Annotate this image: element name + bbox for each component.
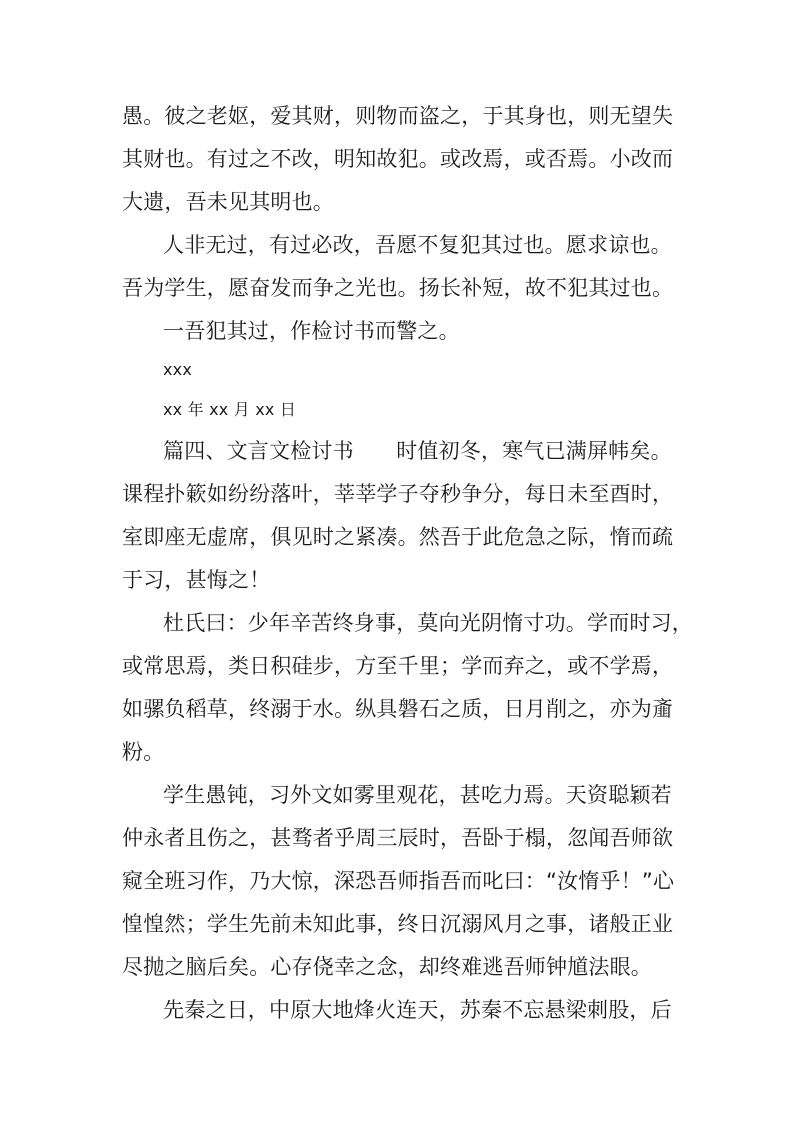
text-line: 杜氏曰：少年辛苦终身事，莫向光阴惰寸功。学而时习， — [163, 611, 693, 635]
date-line: xx 年 xx 月 xx 日 — [163, 400, 297, 419]
text-line: 课程扑簌如纷纷落叶，莘莘学子夺秒争分，每日未至酉时， — [122, 482, 674, 506]
text-line: 学生愚钝，习外文如雾里观花，甚吃力焉。天资聪颖若 — [163, 783, 672, 807]
text-line: 其财也。有过之不改，明知故犯。或改焉，或否焉。小改而 — [122, 147, 674, 171]
text-line: 惶惶然；学生先前未知此事，终日沉溺风月之事，诸般正业 — [122, 912, 674, 936]
text-line: 如骡负稻草，终溺于水。纵具磐石之质，日月削之，亦为齑 — [122, 697, 674, 721]
text-line: 愚。彼之老妪，爱其财，则物而盗之，于其身也，则无望失 — [122, 104, 674, 128]
text-line: 仲永者且伤之，甚骛者乎周三辰时，吾卧于榻，忽闻吾师欲 — [122, 826, 674, 850]
text-line: 一吾犯其过，作检讨书而警之。 — [163, 319, 460, 343]
text-line: 窥全班习作，乃大惊，深恐吾师指吾而叱曰：“汝惰乎！”心 — [122, 869, 675, 893]
author-placeholder: xxx — [163, 360, 193, 379]
text-line: 人非无过，有过必改，吾愿不复犯其过也。愿求谅也。 — [163, 233, 672, 257]
text-line: 或常思焉，类日积硅步，方至千里；学而弃之，或不学焉， — [122, 654, 674, 678]
text-line: 粉。 — [122, 740, 165, 764]
text-line: 吾为学生，愿奋发而争之光也。扬长补短，故不犯其过也。 — [122, 276, 674, 300]
text-line: 尽抛之脑后矣。心存侥幸之念，却终难逃吾师钟馗法眼。 — [122, 955, 652, 979]
text-line: 于习，甚悔之！ — [122, 568, 271, 592]
section-heading: 篇四、文言文检讨书 时值初冬，寒气已满屏帏矣。 — [163, 439, 672, 463]
text-line: 先秦之日，中原大地烽火连天，苏秦不忘悬梁刺股，后 — [163, 998, 672, 1022]
text-line: 大遗，吾未见其明也。 — [122, 190, 334, 214]
text-line: 室即座无虚席，俱见时之紧凑。然吾于此危急之际，惰而疏 — [122, 525, 674, 549]
